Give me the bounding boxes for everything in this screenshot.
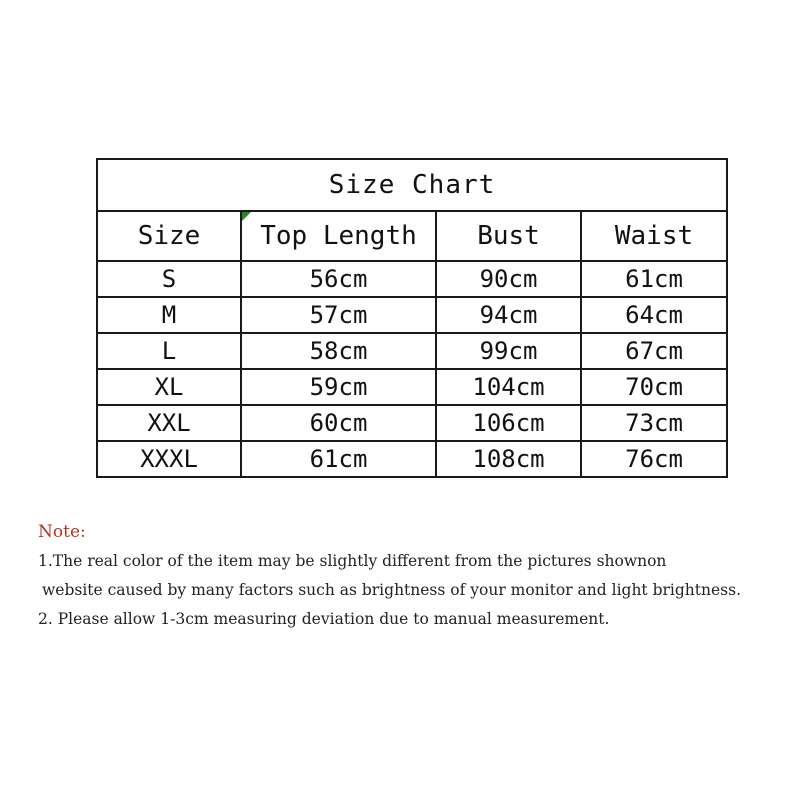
cell-size: XXXL [97,441,241,477]
note-line-3: 2. Please allow 1-3cm measuring deviation due to manual measurement. [38,610,610,628]
cell-bust: 108cm [436,441,581,477]
note-line-1: 1.The real color of the item may be slightly different from the pictures shownon [38,552,667,570]
cell-waist: 64cm [581,297,727,333]
note-title: Note: [38,522,86,542]
table-row [97,297,727,333]
cell-top-length: 57cm [241,297,436,333]
cell-size: XL [97,369,241,405]
table-row [97,441,727,477]
table-row [97,369,727,405]
note-line-2: website caused by many factors such as brightness of your monitor and light brightness. [42,581,741,599]
cell-top-length: 58cm [241,333,436,369]
cell-top-length: 61cm [241,441,436,477]
cell-size: S [97,261,241,297]
cell-waist: 67cm [581,333,727,369]
table-title-row [97,159,727,211]
cell-bust: 104cm [436,369,581,405]
cell-top-length: 56cm [241,261,436,297]
table-row [97,261,727,297]
header-size: Size [97,211,241,261]
header-top-length-label: Top Length [260,221,417,251]
cell-top-length: 60cm [241,405,436,441]
cell-size: L [97,333,241,369]
cell-top-length: 59cm [241,369,436,405]
cell-size: XXL [97,405,241,441]
cell-bust: 99cm [436,333,581,369]
cell-waist: 76cm [581,441,727,477]
size-chart-table [96,158,728,478]
cell-bust: 106cm [436,405,581,441]
header-waist: Waist [581,211,727,261]
cell-bust: 90cm [436,261,581,297]
cell-waist: 70cm [581,369,727,405]
corner-marker-icon [242,212,251,221]
header-top-length [241,211,436,261]
cell-waist: 61cm [581,261,727,297]
notes-section [38,518,778,634]
cell-size: M [97,297,241,333]
table-title: Size Chart [97,159,727,211]
cell-bust: 94cm [436,297,581,333]
table-row [97,333,727,369]
header-bust: Bust [436,211,581,261]
table-row [97,405,727,441]
table-header-row [97,211,727,261]
cell-waist: 73cm [581,405,727,441]
